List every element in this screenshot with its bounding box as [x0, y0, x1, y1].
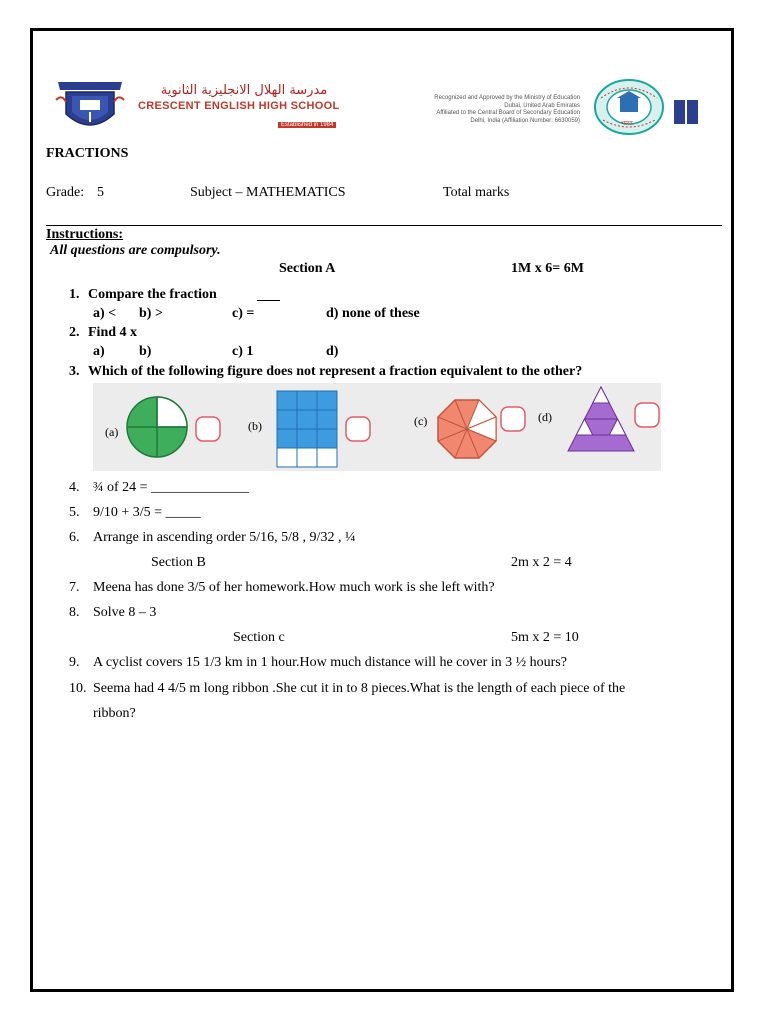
section-b-marks: 2m x 2 = 4 — [511, 555, 572, 570]
subject-label: Subject – MATHEMATICS — [190, 185, 346, 200]
q10-text-line2: ribbon? — [93, 706, 136, 721]
doc-title: FRACTIONS — [46, 146, 129, 161]
q7-number: 7. — [69, 580, 80, 595]
q4-text: ¾ of 24 = ______________ — [93, 480, 250, 495]
q3-text: Which of the following figure does not represent a fraction equivalent to the other? — [88, 364, 583, 379]
recognition-text: Recognized and Approved by the Ministry of Education Dubai, United Arab Emirates Affiliated to the Central Board of Secondary Education Delhi, India (Affiliation Number: 6630059) — [434, 95, 580, 124]
q10-number: 10. — [69, 681, 87, 696]
q1-option-d: d) none of these — [326, 306, 420, 321]
q3-number: 3. — [69, 364, 80, 379]
header-divider — [46, 225, 722, 226]
q5-number: 5. — [69, 505, 80, 520]
q2-option-a: a) — [93, 344, 105, 359]
grade-value: 5 — [97, 185, 104, 200]
q8-text: Solve 8 – 3 — [93, 605, 157, 620]
q1-option-a: a) < — [93, 306, 117, 321]
q2-number: 2. — [69, 325, 80, 340]
section-a-title: Section A — [279, 261, 336, 276]
q5-text: 9/10 + 3/5 = _____ — [93, 505, 201, 520]
q10-text-line1: Seema had 4 4/5 m long ribbon .She cut it in to 8 pieces.What is the length of each piece of the — [93, 681, 626, 696]
q7-text: Meena has done 3/5 of her homework.How much work is she left with? — [93, 580, 495, 595]
q3-figure-c-label: (c) — [414, 414, 428, 428]
seal-caption: भारत — [621, 120, 633, 127]
grade-label: Grade: — [46, 185, 85, 200]
q1-option-c: c) = — [232, 306, 255, 321]
q6-text: Arrange in ascending order 5/16, 5/8 , 9/32 , ¼ — [93, 530, 356, 545]
q1-number: 1. — [69, 287, 80, 302]
q9-number: 9. — [69, 655, 80, 670]
cbse-book-icon — [674, 98, 700, 126]
q2-option-d: d) — [326, 344, 339, 359]
established-label: Established in 1984 — [278, 122, 336, 128]
q2-option-b: b) — [139, 344, 152, 359]
q3-figure-b-label: (b) — [248, 419, 262, 433]
section-c-marks: 5m x 2 = 10 — [511, 630, 579, 645]
school-logo — [52, 78, 128, 136]
q3-figure-d-label: (d) — [538, 410, 552, 424]
section-b-title: Section B — [151, 555, 206, 570]
cbse-seal — [593, 78, 665, 136]
section-a-marks: 1M x 6= 6M — [511, 261, 584, 276]
section-c-title: Section c — [233, 630, 285, 645]
q9-text: A cyclist covers 15 1/3 km in 1 hour.How much distance will he cover in 3 ½ hours? — [93, 655, 567, 670]
q3-figure-strip — [93, 383, 661, 471]
q6-number: 6. — [69, 530, 80, 545]
q1-blank — [257, 300, 280, 301]
q2-text: Find 4 x — [88, 325, 138, 340]
q2-option-c: c) 1 — [232, 344, 254, 359]
school-name: CRESCENT ENGLISH HIGH SCHOOL — [138, 100, 340, 112]
instructions-heading: Instructions: — [46, 227, 124, 242]
total-marks-label: Total marks — [443, 185, 510, 200]
school-name-arabic: مدرسة الهلال الانجليزية الثانوية — [160, 83, 328, 98]
q4-number: 4. — [69, 480, 80, 495]
q1-text: Compare the fraction — [88, 287, 217, 302]
q8-number: 8. — [69, 605, 80, 620]
q3-figure-a-label: (a) — [105, 425, 119, 439]
instructions-text: All questions are compulsory. — [50, 243, 221, 258]
q1-option-b: b) > — [139, 306, 163, 321]
